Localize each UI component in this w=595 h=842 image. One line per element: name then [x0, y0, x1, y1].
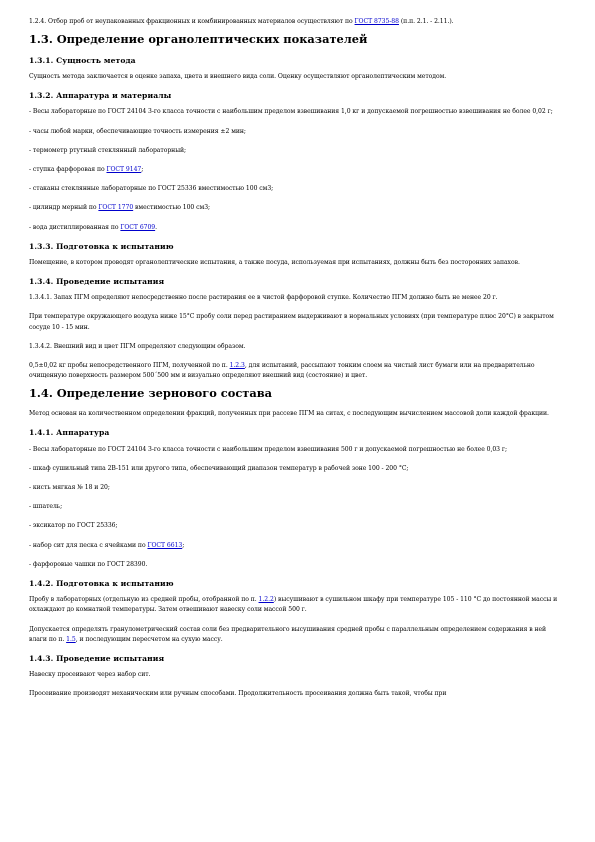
- list-item: - термометр ртутный стеклянный лабораторный;: [29, 146, 187, 154]
- list-item: - шпатель;: [29, 503, 63, 511]
- list-item: - ступка фарфоровая по ГОСТ 9147;: [29, 165, 144, 173]
- paragraph: Просеивание производят механическим или ручным способами. Продолжительность просеивания должна быть такой, чтобы при: [29, 690, 447, 698]
- paragraph: При температуре окружающего воздуха ниже 15°С пробу соли перед растиранием выдерживают в нормальных условиях (при температуре плюс 20°С) в закрытом сосуде 10 - 15 мин.: [29, 313, 554, 331]
- list-item: - кисть мягкая № 18 и 20;: [29, 483, 110, 491]
- paragraph: Метод основан на количественном определении фракций, полученных при рассеве ПГМ на ситах, с последующим вычислением массовой доли каждой фракции.: [29, 410, 549, 418]
- paragraph: Пробу в лабораторных (отдельную из средней пробы, отобранной по п. 1.2.2) высушивают в сушильном шкафу при температуре 105 - 110 °С до постоянной массы и охлаждают до комнатной температуры. Затем отвешивают навеску соли массой 500 г.: [29, 595, 558, 614]
- list-item: - часы любой марки, обеспечивающие точность измерения ±2 мин;: [29, 127, 246, 135]
- ref-1-2-2-link[interactable]: 1.2.2: [258, 595, 274, 603]
- gost-1770-link[interactable]: ГОСТ 1770: [98, 204, 134, 212]
- list-item: - Весы лабораторные по ГОСТ 24104 3-го класса точности с наибольшим пределом взвешивания 500 г и допускаемой погрешностью не более 0,03 г;: [29, 445, 508, 453]
- list-item: - набор сит для песка с ячейками по ГОСТ 6613;: [29, 541, 185, 549]
- gost-8735-link[interactable]: ГОСТ 8735-88: [354, 18, 399, 25]
- subsection-1-3-2-heading: 1.3.2. Аппаратура и материалы: [29, 91, 172, 101]
- paragraph: Допускается определять гранулометрический состав соли без предварительного высушивания средней пробы с параллельным определением содержания в ней влаги по п. 1.5, и последующим пересчетом на сухую массу.: [29, 625, 547, 643]
- subsection-1-3-4-heading: 1.3.4. Проведение испытания: [29, 276, 165, 286]
- intro-line: 1.2.4. Отбор проб от неупакованных фракционных и комбинированных материалов осуществляют по ГОСТ 8735-88 (п.п. 2.1. - 2.11.).: [29, 18, 454, 25]
- subsection-1-4-3-heading: 1.4.3. Проведение испытания: [29, 654, 165, 663]
- subsection-1-3-3-heading: 1.3.3. Подготовка к испытанию: [29, 241, 174, 251]
- list-item: - шкаф сушильный типа 2В-151 или другого типа, обеспечивающий диапазон температур в рабочей зоне 100 - 200 °С;: [29, 464, 409, 472]
- subsection-1-4-1-heading: 1.4.1. Аппаратура: [29, 428, 110, 438]
- section-1-3-heading: 1.3. Определение органолептических показателей: [29, 32, 368, 46]
- list-item: - вода дистиллированная по ГОСТ 6709.: [29, 223, 158, 231]
- paragraph: 1.3.4.2. Внешний вид и цвет ПГМ определяют следующим образом.: [29, 342, 246, 350]
- section-1-4-heading: 1.4. Определение зернового состава: [29, 386, 273, 401]
- ref-1-2-3-link[interactable]: 1.2.3: [229, 361, 245, 369]
- paragraph: 1.3.4.1. Запах ПГМ определяют непосредственно после растирания ее в чистой фарфоровой ступке. Количество ПГМ должно быть не менее 20 г.: [29, 293, 498, 301]
- paragraph: Помещение, в котором проводят органолептические испытания, а также посуда, используемая при испытаниях, должны быть без посторонних запахов.: [29, 258, 520, 266]
- list-item: - Весы лабораторные по ГОСТ 24104 3-го класса точности с наибольшим пределом взвешивания 1,0 кг и допускаемой погрешностью взвешивания не более 0,02 г;: [29, 108, 553, 116]
- gost-6613-link[interactable]: ГОСТ 6613: [147, 541, 183, 549]
- subsection-1-4-2-heading: 1.4.2. Подготовка к испытанию: [29, 578, 174, 588]
- list-item: - цилиндр мерный по ГОСТ 1770 вместимостью 100 см3;: [29, 204, 211, 212]
- paragraph: Навеску просеивают через набор сит.: [29, 671, 151, 679]
- list-item: - стаканы стеклянные лабораторные по ГОСТ 25336 вместимостью 100 см3;: [29, 185, 274, 193]
- gost-6709-link[interactable]: ГОСТ 6709: [120, 223, 156, 231]
- ref-1-5-link[interactable]: 1.5: [66, 636, 76, 643]
- paragraph: Сущность метода заключается в оценке запаха, цвета и внешнего вида соли. Оценку осуществляют органолептическим методом.: [29, 73, 447, 81]
- list-item: - фарфоровые чашки по ГОСТ 28390.: [29, 560, 148, 568]
- paragraph: 0,5±0,02 кг пробы непосредственного ПГМ, полученной по п. 1.2.3, для испытаний, рассыпают тонким слоем на чистый лист бумаги или на предварительно очищенную поверхность размером 500´500 мм и визуально определяют внешний вид (состояние) и цвет.: [29, 361, 535, 380]
- list-item: - эксикатор по ГОСТ 25336;: [29, 522, 118, 530]
- gost-9147-link[interactable]: ГОСТ 9147: [106, 165, 142, 173]
- subsection-1-3-1-heading: 1.3.1. Сущность метода: [29, 56, 136, 65]
